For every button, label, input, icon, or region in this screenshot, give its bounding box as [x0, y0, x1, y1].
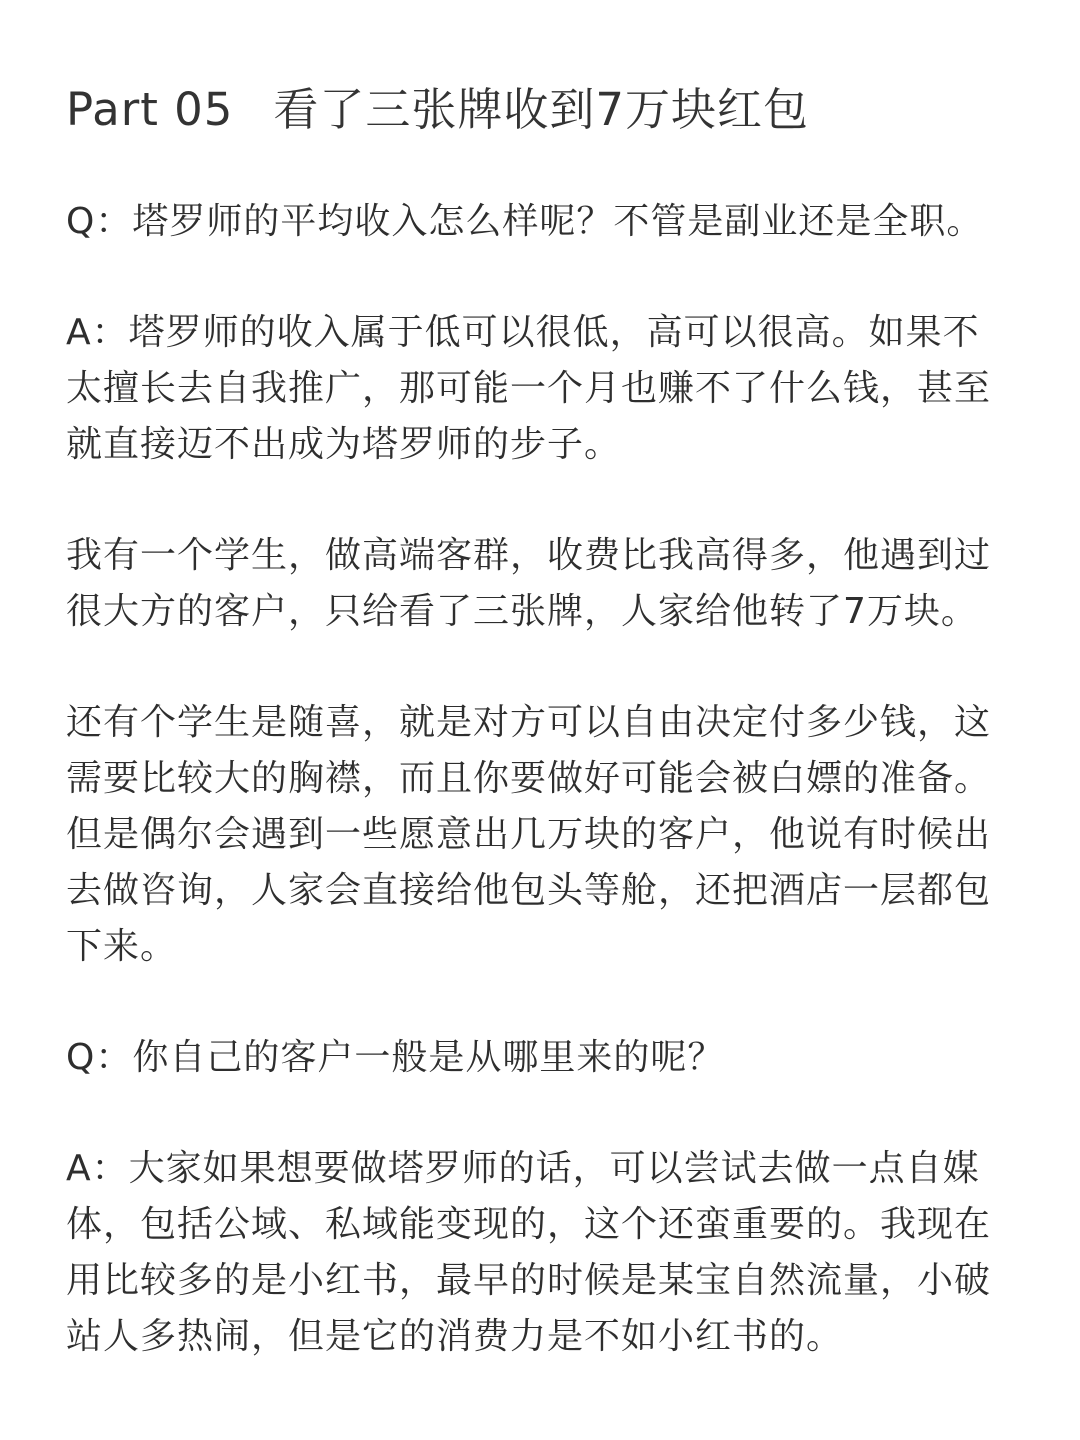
question-clients: Q：你自己的客户一般是从哪里来的呢？: [66, 1037, 725, 1078]
paragraph-student-donation: 还有个学生是随喜，就是对方可以自由决定付多少钱，这需要比较大的胸襟，而且你要做好可能会被白嫖的准备。但是偶尔会遇到一些愿意出几万块的客户，他说有时候出去做咨询，人家会直接给他包头等舱，还把酒店一层都包下来。: [66, 702, 992, 967]
part-number: Part 05: [66, 83, 234, 136]
answer-income: A：塔罗师的收入属于低可以很低，高可以很高。如果不太擅长去自我推广，那可能一个月也赚不了什么钱，甚至就直接迈不出成为塔罗师的步子。: [66, 312, 992, 465]
page-title: [66, 78, 1016, 142]
paragraph-student-high-end: 我有一个学生，做高端客群，收费比我高得多，他遇到过很大方的客户，只给看了三张牌，人家给他转了7万块。: [66, 535, 992, 632]
answer-clients: A：大家如果想要做塔罗师的话，可以尝试去做一点自媒体，包括公域、私域能变现的，这个还蛮重要的。我现在用比较多的是小红书，最早的时候是某宝自然流量，小破站人多热闹，但是它的消费力是不如小红书的。: [66, 1148, 992, 1357]
question-income: Q：塔罗师的平均收入怎么样呢？不管是副业还是全职。: [66, 201, 984, 242]
title-heading: 看了三张牌收到7万块红包: [273, 83, 810, 136]
